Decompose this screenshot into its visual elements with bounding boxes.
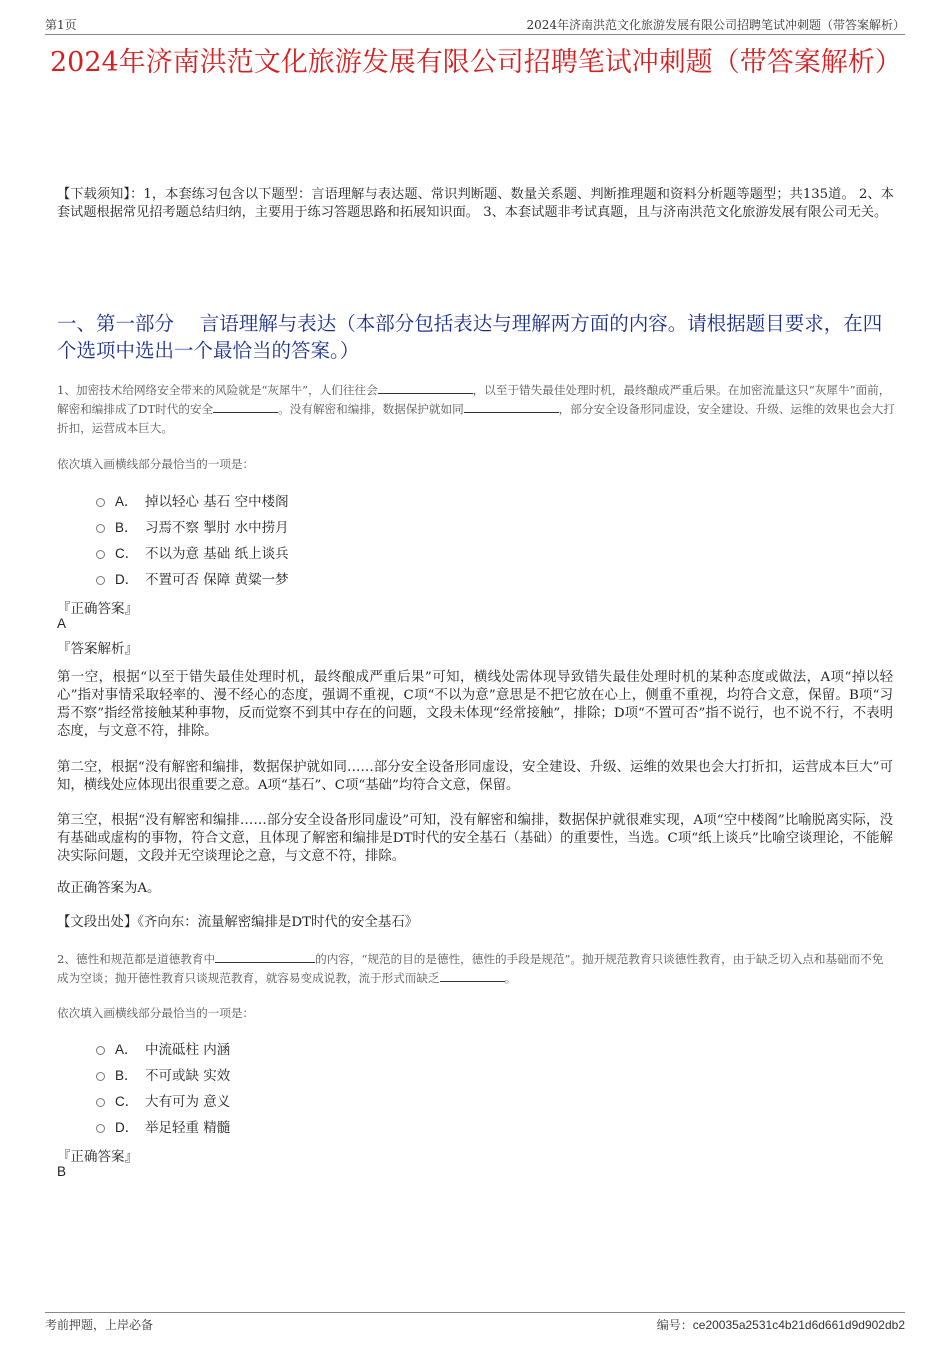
option-c[interactable]: C． 大有可为 意义 bbox=[96, 1087, 230, 1113]
radio-icon[interactable] bbox=[96, 1046, 105, 1055]
document-title: 2024年济南洪范文化旅游发展有限公司招聘笔试冲刺题（带答案解析） bbox=[50, 47, 902, 78]
analysis-paragraph: 第三空，根据“没有解密和编排……部分安全设备形同虚设”可知，没有解密和编排，数据保护就很难实现，A项“空中楼阁”比喻脱离实际，没有基础或虚构的事物，符合文意，且体现了解密和编排是DT时代的安全基石（基础）的重要性，当选。C项“纸上谈兵”比喻空谈理论，不能解决实际问题，文段并无空谈理论之意，与文意不符，排除。 bbox=[57, 813, 893, 864]
answer-label: 『正确答案』 bbox=[57, 601, 138, 617]
footer-slogan: 考前押题，上岸必备 bbox=[45, 1318, 154, 1332]
question-2-prompt: 依次填入画横线部分最恰当的一项是： bbox=[57, 1006, 255, 1020]
answer-label: 『正确答案』 bbox=[57, 1149, 138, 1165]
question-1-options bbox=[96, 487, 289, 591]
option-b[interactable]: B． 不可或缺 实效 bbox=[96, 1061, 230, 1087]
radio-icon[interactable] bbox=[96, 498, 105, 507]
page-header bbox=[45, 16, 905, 35]
option-d[interactable]: D． 不置可否 保障 黄粱一梦 bbox=[96, 565, 289, 591]
answer-blank bbox=[440, 969, 505, 982]
option-d[interactable]: D． 举足轻重 精髓 bbox=[96, 1113, 230, 1139]
option-c[interactable]: C． 不以为意 基础 纸上谈兵 bbox=[96, 539, 289, 565]
option-a[interactable]: A． 掉以轻心 基石 空中楼阁 bbox=[96, 487, 289, 513]
section-title: 一、第一部分 言语理解与表达（本部分包括表达与理解两方面的内容。请根据题目要求，在四个选项中选出一个最恰当的答案。） bbox=[57, 312, 883, 362]
answer-blank bbox=[378, 381, 473, 394]
analysis-paragraph: 第一空，根据“以至于错失最佳处理时机，最终酿成严重后果”可知，横线处需体现导致错失最佳处理时机的某种态度或做法，A项“掉以轻心”指对事情采取轻率的、漫不经心的态度，强调不重视，C项“不以为意”意思是不把它放在心上，侧重不重视，均符合文意，保留。B项“习焉不察”指经常接触某种事物，反而觉察不到其中存在的问题，文段未体现“经常接触”，排除；D项“不置可否”指不说行，也不说不行，不表明态度，与文意不符，排除。 bbox=[57, 670, 893, 739]
answer-value: B bbox=[57, 1164, 67, 1179]
question-2-options bbox=[96, 1035, 230, 1139]
radio-icon[interactable] bbox=[96, 576, 105, 585]
answer-value: A bbox=[57, 616, 67, 631]
radio-icon[interactable] bbox=[96, 524, 105, 533]
analysis-label: 『答案解析』 bbox=[57, 641, 138, 657]
radio-icon[interactable] bbox=[96, 1124, 105, 1133]
question-1-stem: 1、加密技术给网络安全带来的风险就是“灰犀牛”，人们往往会 ，以至于错失最佳处理时机，最终酿成严重后果。在加密流量这只“灰犀牛”面前，解密和编排成了DT时代的安全 。没有解密和编排，数据保护就如同 ，部分安全设备形同虚设，安全建设、升级、运维的效果也会大打折扣，运营成本巨大。 bbox=[57, 383, 895, 435]
page-footer bbox=[45, 1312, 905, 1333]
page-number: 第1页 bbox=[45, 18, 77, 32]
header-doc-title: 2024年济南洪范文化旅游发展有限公司招聘笔试冲刺题（带答案解析） bbox=[526, 18, 905, 32]
question-1-prompt: 依次填入画横线部分最恰当的一项是： bbox=[57, 457, 255, 471]
footer-code: 编号：ce20035a2531c4b21d6d661d9d902db2 bbox=[656, 1318, 905, 1332]
radio-icon[interactable] bbox=[96, 1098, 105, 1107]
option-a[interactable]: A． 中流砥柱 内涵 bbox=[96, 1035, 230, 1061]
analysis-paragraph: 第二空，根据“没有解密和编排，数据保护就如同……部分安全设备形同虚设，安全建设、升级、运维的效果也会大打折扣，运营成本巨大”可知，横线处应体现出很重要之意。A项“基石”、C项“基础”均符合文意，保留。 bbox=[57, 760, 893, 793]
answer-blank bbox=[464, 400, 559, 413]
download-notice: 【下载须知】：1，本套练习包含以下题型：言语理解与表达题、常识判断题、数量关系题、判断推理题和资料分析题等题型；共135道。 2、本套试题根据常见招考题总结归纳，主要用于练习答题思路和拓展知识面。 3、本套试题非考试真题，且与济南洪范文化旅游发展有限公司无关。 bbox=[57, 187, 894, 220]
radio-icon[interactable] bbox=[96, 1072, 105, 1081]
radio-icon[interactable] bbox=[96, 550, 105, 559]
source-citation: 【文段出处】《齐向东：流量解密编排是DT时代的安全基石》 bbox=[57, 915, 419, 930]
answer-blank bbox=[213, 400, 278, 413]
option-b[interactable]: B． 习焉不察 掣肘 水中捞月 bbox=[96, 513, 289, 539]
answer-blank bbox=[215, 950, 315, 963]
question-2-stem: 2、德性和规范都是道德教育中 的内容，“规范的目的是德性，德性的手段是规范”。抛开规范教育只谈德性教育，由于缺乏切入点和基础而不免成为空谈；抛开德性教育只谈规范教育，就容易变成说教，流于形式而缺乏 。 bbox=[57, 952, 884, 985]
analysis-conclusion: 故正确答案为A。 bbox=[57, 881, 161, 896]
